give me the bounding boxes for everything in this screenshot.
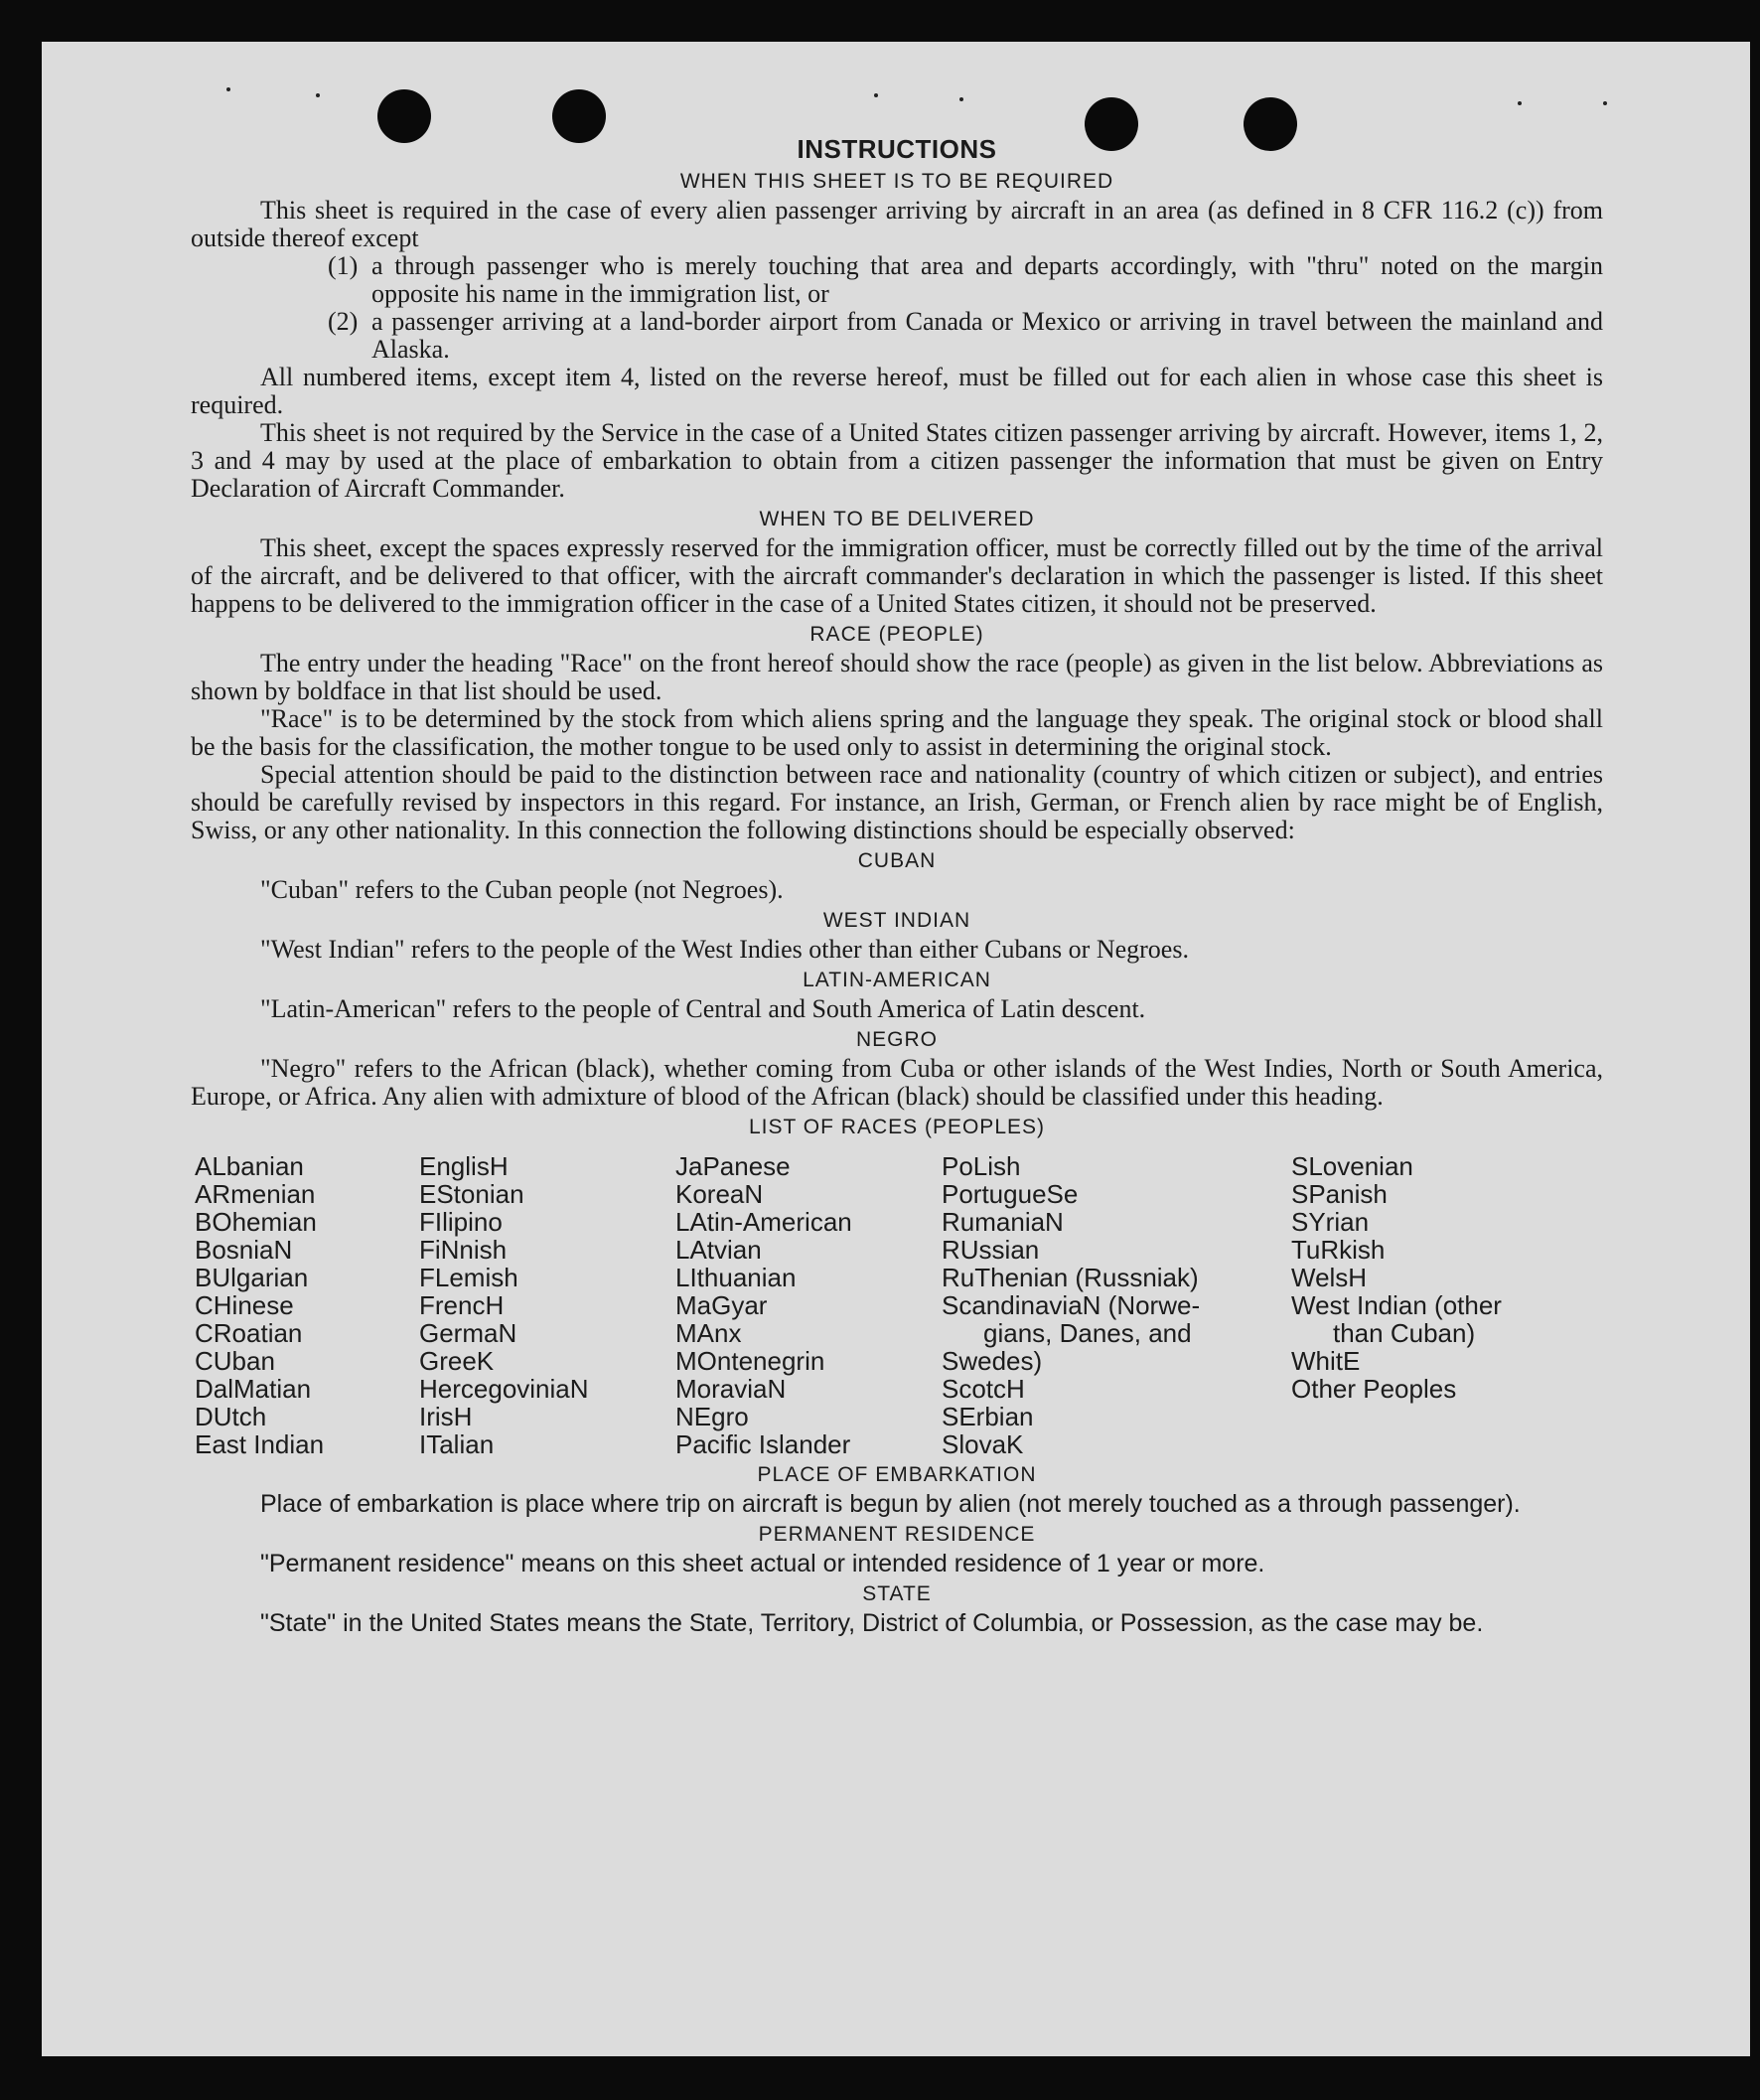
- negro-definition: "Negro" refers to the African (black), whether coming from Cuba or other islands of the West Indies, North or South America, Europe, or Africa. Any alien with admixture of blood of the African (black) should be classified under this heading.: [191, 1054, 1603, 1111]
- race-list-item: Pacific Islander: [675, 1429, 851, 1459]
- race-list-item: BUlgarian: [195, 1263, 309, 1292]
- race-list-item: NEgro: [675, 1402, 749, 1431]
- section-heading-required: WHEN THIS SHEET IS TO BE REQUIRED: [679, 170, 1114, 193]
- race-column: [419, 1152, 675, 1458]
- cuban-definition: "Cuban" refers to the Cuban people (not Negroes).: [260, 875, 784, 904]
- race-list-item: LIthuanian: [675, 1263, 797, 1292]
- race-list-item: MaGyar: [675, 1290, 768, 1320]
- race-list-item: EnglisH: [419, 1151, 509, 1181]
- speck: [959, 97, 963, 101]
- section-heading-negro: NEGRO: [855, 1028, 938, 1051]
- race-list-item: RumaniaN: [942, 1207, 1064, 1237]
- race-list-item: PoLish: [942, 1151, 1021, 1181]
- speck: [316, 93, 320, 97]
- race-column: [675, 1152, 942, 1458]
- race-list-item: Other Peoples: [1291, 1374, 1457, 1404]
- race-list-item: JaPanese: [675, 1151, 791, 1181]
- race-list-item: ScandinaviaN (Norwe-: [942, 1290, 1201, 1320]
- race-list-item: GreeK: [419, 1346, 495, 1376]
- speck: [226, 87, 230, 91]
- race-list-item: EStonian: [419, 1179, 524, 1209]
- race-list-item: CHinese: [195, 1290, 294, 1320]
- west-indian-definition: "West Indian" refers to the people of the West Indies other than either Cubans or Negroes.: [260, 935, 1189, 964]
- race-list-item: MOntenegrin: [675, 1346, 825, 1376]
- state-definition: "State" in the United States means the State, Territory, District of Columbia, or Possession, as the case may be.: [260, 1609, 1484, 1637]
- race-list-item: PortugueSe: [942, 1179, 1079, 1209]
- race-paragraph-1: The entry under the heading "Race" on the front hereof should show the race (people) as given in the list below. Abbreviations as shown by boldface in that list should be used.: [191, 649, 1603, 705]
- race-list-item: MoraviaN: [675, 1374, 787, 1404]
- race-list-item: DalMatian: [195, 1374, 312, 1404]
- race-list-item: DUtch: [195, 1402, 267, 1431]
- required-intro: This sheet is required in the case of every alien passenger arriving by aircraft in an area (as defined in 8 CFR 116.2 (c)) from outside thereof except: [191, 196, 1603, 252]
- race-list-item: SErbian: [942, 1402, 1034, 1431]
- race-list: [195, 1152, 1603, 1458]
- race-list-item: SlovaK: [942, 1429, 1024, 1459]
- section-heading-state: STATE: [862, 1582, 932, 1605]
- race-list-item: SLovenian: [1291, 1151, 1413, 1181]
- delivered-paragraph: This sheet, except the spaces expressly reserved for the immigration officer, must be correctly filled out by the time of the arrival of the aircraft, and be delivered to that officer, with the aircraft commander's declaration in which the passenger is listed. If this sheet happens to be delivered to the immigration officer in the case of a United States citizen, it should not be preserved.: [191, 533, 1603, 618]
- race-list-item: KoreaN: [675, 1179, 764, 1209]
- race-list-item: West Indian (other: [1291, 1290, 1502, 1320]
- race-column: [1291, 1152, 1589, 1458]
- race-paragraph-3: Special attention should be paid to the distinction between race and nationality (country of which citizen or subject), and entries should be carefully revised by inspectors in this regard. For instance, an Irish, German, or French alien by race might be of English, Swiss, or any other nationality. In this connection the following distinctions should be especially observed:: [191, 760, 1603, 844]
- section-heading-race: RACE (PEOPLE): [809, 623, 984, 646]
- section-heading-residence: PERMANENT RESIDENCE: [758, 1523, 1036, 1546]
- race-list-item: WelsH: [1291, 1263, 1368, 1292]
- speck: [874, 93, 878, 97]
- race-list-item: gians, Danes, and: [983, 1318, 1192, 1348]
- race-list-item: than Cuban): [1333, 1318, 1476, 1348]
- race-list-item: FLemish: [419, 1263, 518, 1292]
- race-list-item: ALbanian: [195, 1151, 304, 1181]
- page-title: INSTRUCTIONS: [797, 134, 997, 164]
- race-list-item: MAnx: [675, 1318, 742, 1348]
- race-list-item: LAtin-American: [675, 1207, 852, 1237]
- latin-american-definition: "Latin-American" refers to the people of Central and South America of Latin descent.: [260, 994, 1146, 1023]
- race-list-item: LAtvian: [675, 1235, 762, 1265]
- race-list-item: HercegoviniaN: [419, 1374, 589, 1404]
- race-list-item: Swedes): [942, 1346, 1043, 1376]
- section-heading-cuban: CUBAN: [857, 849, 937, 872]
- instructions-content: [191, 133, 1603, 1637]
- race-list-item: ARmenian: [195, 1179, 316, 1209]
- speck: [1518, 101, 1522, 105]
- embarkation-definition: Place of embarkation is place where trip on aircraft is begun by alien (not merely touched as a through passenger).: [260, 1490, 1521, 1518]
- race-list-item: ScotcH: [942, 1374, 1025, 1404]
- residence-definition: "Permanent residence" means on this sheet actual or intended residence of 1 year or more.: [260, 1550, 1265, 1577]
- exception-item: [328, 308, 1603, 364]
- race-list-item: RuThenian (Russniak): [942, 1263, 1199, 1292]
- section-heading-race-list: LIST OF RACES (PEOPLES): [748, 1116, 1046, 1138]
- race-column: [195, 1152, 419, 1458]
- race-paragraph-2: "Race" is to be determined by the stock from which aliens spring and the language they speak. The original stock or blood shall be the basis for the classification, the mother tongue to be used only to assist in determining the original stock.: [191, 704, 1603, 761]
- race-list-item: BosniaN: [195, 1235, 293, 1265]
- race-list-item: BOhemian: [195, 1207, 317, 1237]
- race-list-item: IrisH: [419, 1402, 473, 1431]
- race-list-item: RUssian: [942, 1235, 1040, 1265]
- race-list-item: TuRkish: [1291, 1235, 1386, 1265]
- speck: [1603, 101, 1607, 105]
- section-heading-delivered: WHEN TO BE DELIVERED: [759, 508, 1035, 530]
- exception-number: (2): [328, 307, 359, 336]
- race-list-item: FrencH: [419, 1290, 505, 1320]
- exception-item: [328, 252, 1603, 308]
- race-list-item: SYrian: [1291, 1207, 1370, 1237]
- race-list-item: CRoatian: [195, 1318, 303, 1348]
- citizen-paragraph: This sheet is not required by the Service in the case of a United States citizen passenger arriving by aircraft. However, items 1, 2, 3 and 4 may by used at the place of embarkation to obtain from a citizen passenger the information that must be given on Entry Declaration of Aircraft Commander.: [191, 418, 1603, 503]
- race-list-item: SPanish: [1291, 1179, 1388, 1209]
- race-list-item: WhitE: [1291, 1346, 1361, 1376]
- document-page: [42, 42, 1750, 2056]
- race-column: [942, 1152, 1291, 1458]
- section-heading-latin-american: LATIN-AMERICAN: [803, 969, 991, 991]
- exception-number: (1): [328, 251, 359, 280]
- section-heading-west-indian: WEST INDIAN: [822, 909, 971, 932]
- section-heading-embarkation: PLACE OF EMBARKATION: [757, 1463, 1037, 1486]
- race-list-item: East Indian: [195, 1429, 325, 1459]
- race-list-item: CUban: [195, 1346, 275, 1376]
- exception-text: a through passenger who is merely touching that area and departs accordingly, with "thru" noted on the margin opposite his name in the immigration list, or: [371, 251, 1603, 308]
- numbered-items-paragraph: All numbered items, except item 4, listed on the reverse hereof, must be filled out for each alien in whose case this sheet is required.: [191, 363, 1603, 419]
- race-list-item: GermaN: [419, 1318, 517, 1348]
- race-list-item: FIlipino: [419, 1207, 503, 1237]
- exception-text: a passenger arriving at a land-border airport from Canada or Mexico or arriving in travel between the mainland and Alaska.: [371, 307, 1603, 364]
- race-list-item: ITalian: [419, 1429, 495, 1459]
- race-list-item: FiNnish: [419, 1235, 508, 1265]
